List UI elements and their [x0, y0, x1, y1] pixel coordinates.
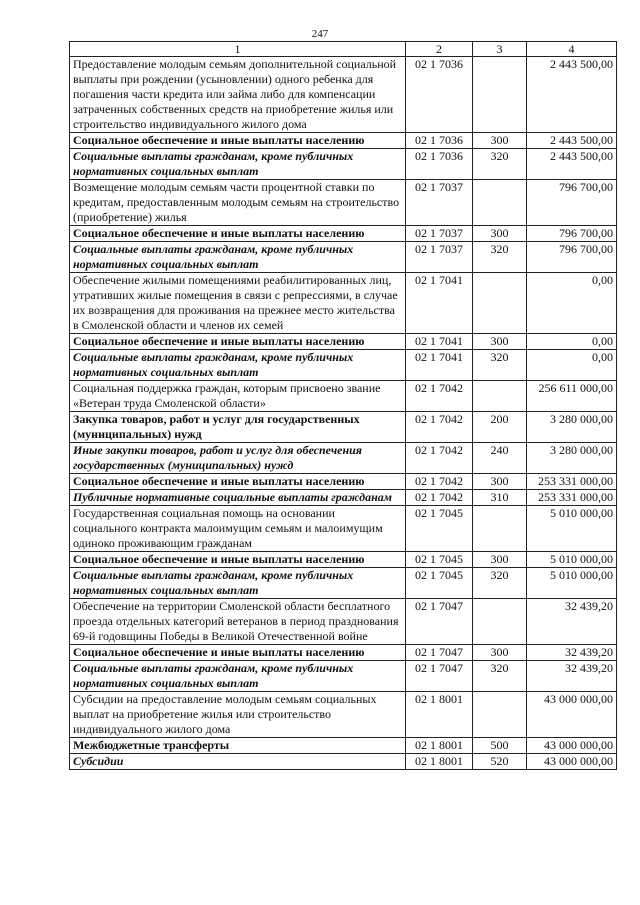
row-code: 02 1 7041 [406, 350, 473, 381]
row-sum: 2 443 500,00 [527, 57, 617, 133]
row-code: 02 1 7045 [406, 552, 473, 568]
row-code: 02 1 7047 [406, 599, 473, 645]
row-name: Социальные выплаты гражданам, кроме публичных нормативных социальных выплат [70, 242, 406, 273]
table-row [70, 350, 617, 381]
table-row [70, 754, 617, 770]
header-col-code: 2 [406, 42, 473, 57]
row-type [473, 599, 527, 645]
table-row [70, 226, 617, 242]
row-sum: 5 010 000,00 [527, 552, 617, 568]
table-row [70, 490, 617, 506]
row-code: 02 1 7036 [406, 149, 473, 180]
row-code: 02 1 7041 [406, 273, 473, 334]
table-row [70, 661, 617, 692]
header-col-sum: 4 [527, 42, 617, 57]
budget-table [69, 41, 617, 770]
row-type: 300 [473, 645, 527, 661]
row-type [473, 692, 527, 738]
row-type: 520 [473, 754, 527, 770]
table-row [70, 506, 617, 552]
row-sum: 32 439,20 [527, 661, 617, 692]
table-row [70, 133, 617, 149]
table-row [70, 180, 617, 226]
table-header-row [70, 42, 617, 57]
row-name: Социальное обеспечение и иные выплаты населению [70, 226, 406, 242]
row-name: Социальные выплаты гражданам, кроме публичных нормативных социальных выплат [70, 149, 406, 180]
page-number: 247 [311, 28, 329, 40]
row-sum: 256 611 000,00 [527, 381, 617, 412]
row-sum: 3 280 000,00 [527, 412, 617, 443]
row-sum: 253 331 000,00 [527, 490, 617, 506]
row-sum: 796 700,00 [527, 180, 617, 226]
row-type: 200 [473, 412, 527, 443]
row-code: 02 1 7037 [406, 226, 473, 242]
row-name: Закупка товаров, работ и услуг для государственных (муниципальных) нужд [70, 412, 406, 443]
row-name: Возмещение молодым семьям части процентной ставки по кредитам, предоставленным молодым семьям на строительство (приобретение) жилья [70, 180, 406, 226]
row-type: 310 [473, 490, 527, 506]
row-type: 500 [473, 738, 527, 754]
table-row [70, 599, 617, 645]
row-code: 02 1 7041 [406, 334, 473, 350]
row-type [473, 180, 527, 226]
row-type: 320 [473, 661, 527, 692]
row-sum: 43 000 000,00 [527, 738, 617, 754]
row-code: 02 1 7047 [406, 661, 473, 692]
row-name: Социальные выплаты гражданам, кроме публичных нормативных социальных выплат [70, 661, 406, 692]
row-name: Социальные выплаты гражданам, кроме публичных нормативных социальных выплат [70, 568, 406, 599]
row-sum: 32 439,20 [527, 599, 617, 645]
row-type [473, 273, 527, 334]
row-code: 02 1 7036 [406, 57, 473, 133]
row-code: 02 1 7042 [406, 443, 473, 474]
row-type: 300 [473, 133, 527, 149]
header-col-type: 3 [473, 42, 527, 57]
header-col-name: 1 [70, 42, 406, 57]
row-sum: 0,00 [527, 350, 617, 381]
row-sum: 253 331 000,00 [527, 474, 617, 490]
row-code: 02 1 7036 [406, 133, 473, 149]
row-name: Обеспечение на территории Смоленской области бесплатного проезда отдельных категорий ветеранов в период празднования 69-й годовщины Победы в Великой Отечественной войне [70, 599, 406, 645]
row-type: 300 [473, 552, 527, 568]
row-sum: 796 700,00 [527, 242, 617, 273]
table-row [70, 738, 617, 754]
row-name: Межбюджетные трансферты [70, 738, 406, 754]
row-type: 300 [473, 334, 527, 350]
row-type [473, 506, 527, 552]
row-sum: 0,00 [527, 334, 617, 350]
row-sum: 43 000 000,00 [527, 692, 617, 738]
row-sum: 2 443 500,00 [527, 133, 617, 149]
row-code: 02 1 7037 [406, 180, 473, 226]
table-row [70, 334, 617, 350]
row-code: 02 1 7042 [406, 412, 473, 443]
row-type: 300 [473, 226, 527, 242]
table-row [70, 474, 617, 490]
table-row [70, 443, 617, 474]
table-row [70, 552, 617, 568]
row-code: 02 1 7047 [406, 645, 473, 661]
row-name: Социальное обеспечение и иные выплаты населению [70, 474, 406, 490]
row-sum: 43 000 000,00 [527, 754, 617, 770]
row-name: Социальная поддержка граждан, которым присвоено звание «Ветеран труда Смоленской области» [70, 381, 406, 412]
row-name: Субсидии [70, 754, 406, 770]
row-sum: 3 280 000,00 [527, 443, 617, 474]
row-sum: 2 443 500,00 [527, 149, 617, 180]
row-type [473, 381, 527, 412]
table-row [70, 273, 617, 334]
row-code: 02 1 7042 [406, 474, 473, 490]
row-name: Иные закупки товаров, работ и услуг для обеспечения государственных (муниципальных) нужд [70, 443, 406, 474]
table-row [70, 568, 617, 599]
row-type: 320 [473, 242, 527, 273]
row-type: 320 [473, 568, 527, 599]
row-name: Публичные нормативные социальные выплаты гражданам [70, 490, 406, 506]
table-body [70, 57, 617, 770]
row-type: 300 [473, 474, 527, 490]
row-code: 02 1 7045 [406, 568, 473, 599]
row-sum: 5 010 000,00 [527, 506, 617, 552]
table-row [70, 242, 617, 273]
row-sum: 796 700,00 [527, 226, 617, 242]
row-code: 02 1 7045 [406, 506, 473, 552]
table-row [70, 381, 617, 412]
row-type: 320 [473, 350, 527, 381]
table-row [70, 692, 617, 738]
row-name: Субсидии на предоставление молодым семьям социальных выплат на приобретение жилья или строительство индивидуального жилого дома [70, 692, 406, 738]
row-sum: 32 439,20 [527, 645, 617, 661]
row-sum: 0,00 [527, 273, 617, 334]
row-code: 02 1 8001 [406, 692, 473, 738]
table-row [70, 149, 617, 180]
row-name: Социальное обеспечение и иные выплаты населению [70, 645, 406, 661]
row-code: 02 1 7037 [406, 242, 473, 273]
row-name: Социальное обеспечение и иные выплаты населению [70, 552, 406, 568]
table-row [70, 412, 617, 443]
row-type [473, 57, 527, 133]
row-code: 02 1 8001 [406, 738, 473, 754]
row-type: 320 [473, 149, 527, 180]
row-name: Предоставление молодым семьям дополнительной социальной выплаты при рождении (усыновлении) одного ребенка для погашения части кредита или займа либо для компенсации затраченных собственных средств на приобретение жилья или строительство индивидуального жилого дома [70, 57, 406, 133]
row-name: Обеспечение жилыми помещениями реабилитированных лиц, утративших жилые помещения в связи с репрессиями, в случае их возвращения для проживания на прежнее место жительства в Смоленской области и членов их семей [70, 273, 406, 334]
row-code: 02 1 7042 [406, 381, 473, 412]
row-name: Государственная социальная помощь на основании социального контракта малоимущим семьям и малоимущим одиноко проживающим гражданам [70, 506, 406, 552]
row-name: Социальное обеспечение и иные выплаты населению [70, 334, 406, 350]
row-name: Социальное обеспечение и иные выплаты населению [70, 133, 406, 149]
table-row [70, 645, 617, 661]
row-code: 02 1 8001 [406, 754, 473, 770]
row-sum: 5 010 000,00 [527, 568, 617, 599]
table-row [70, 57, 617, 133]
row-code: 02 1 7042 [406, 490, 473, 506]
row-type: 240 [473, 443, 527, 474]
row-name: Социальные выплаты гражданам, кроме публичных нормативных социальных выплат [70, 350, 406, 381]
